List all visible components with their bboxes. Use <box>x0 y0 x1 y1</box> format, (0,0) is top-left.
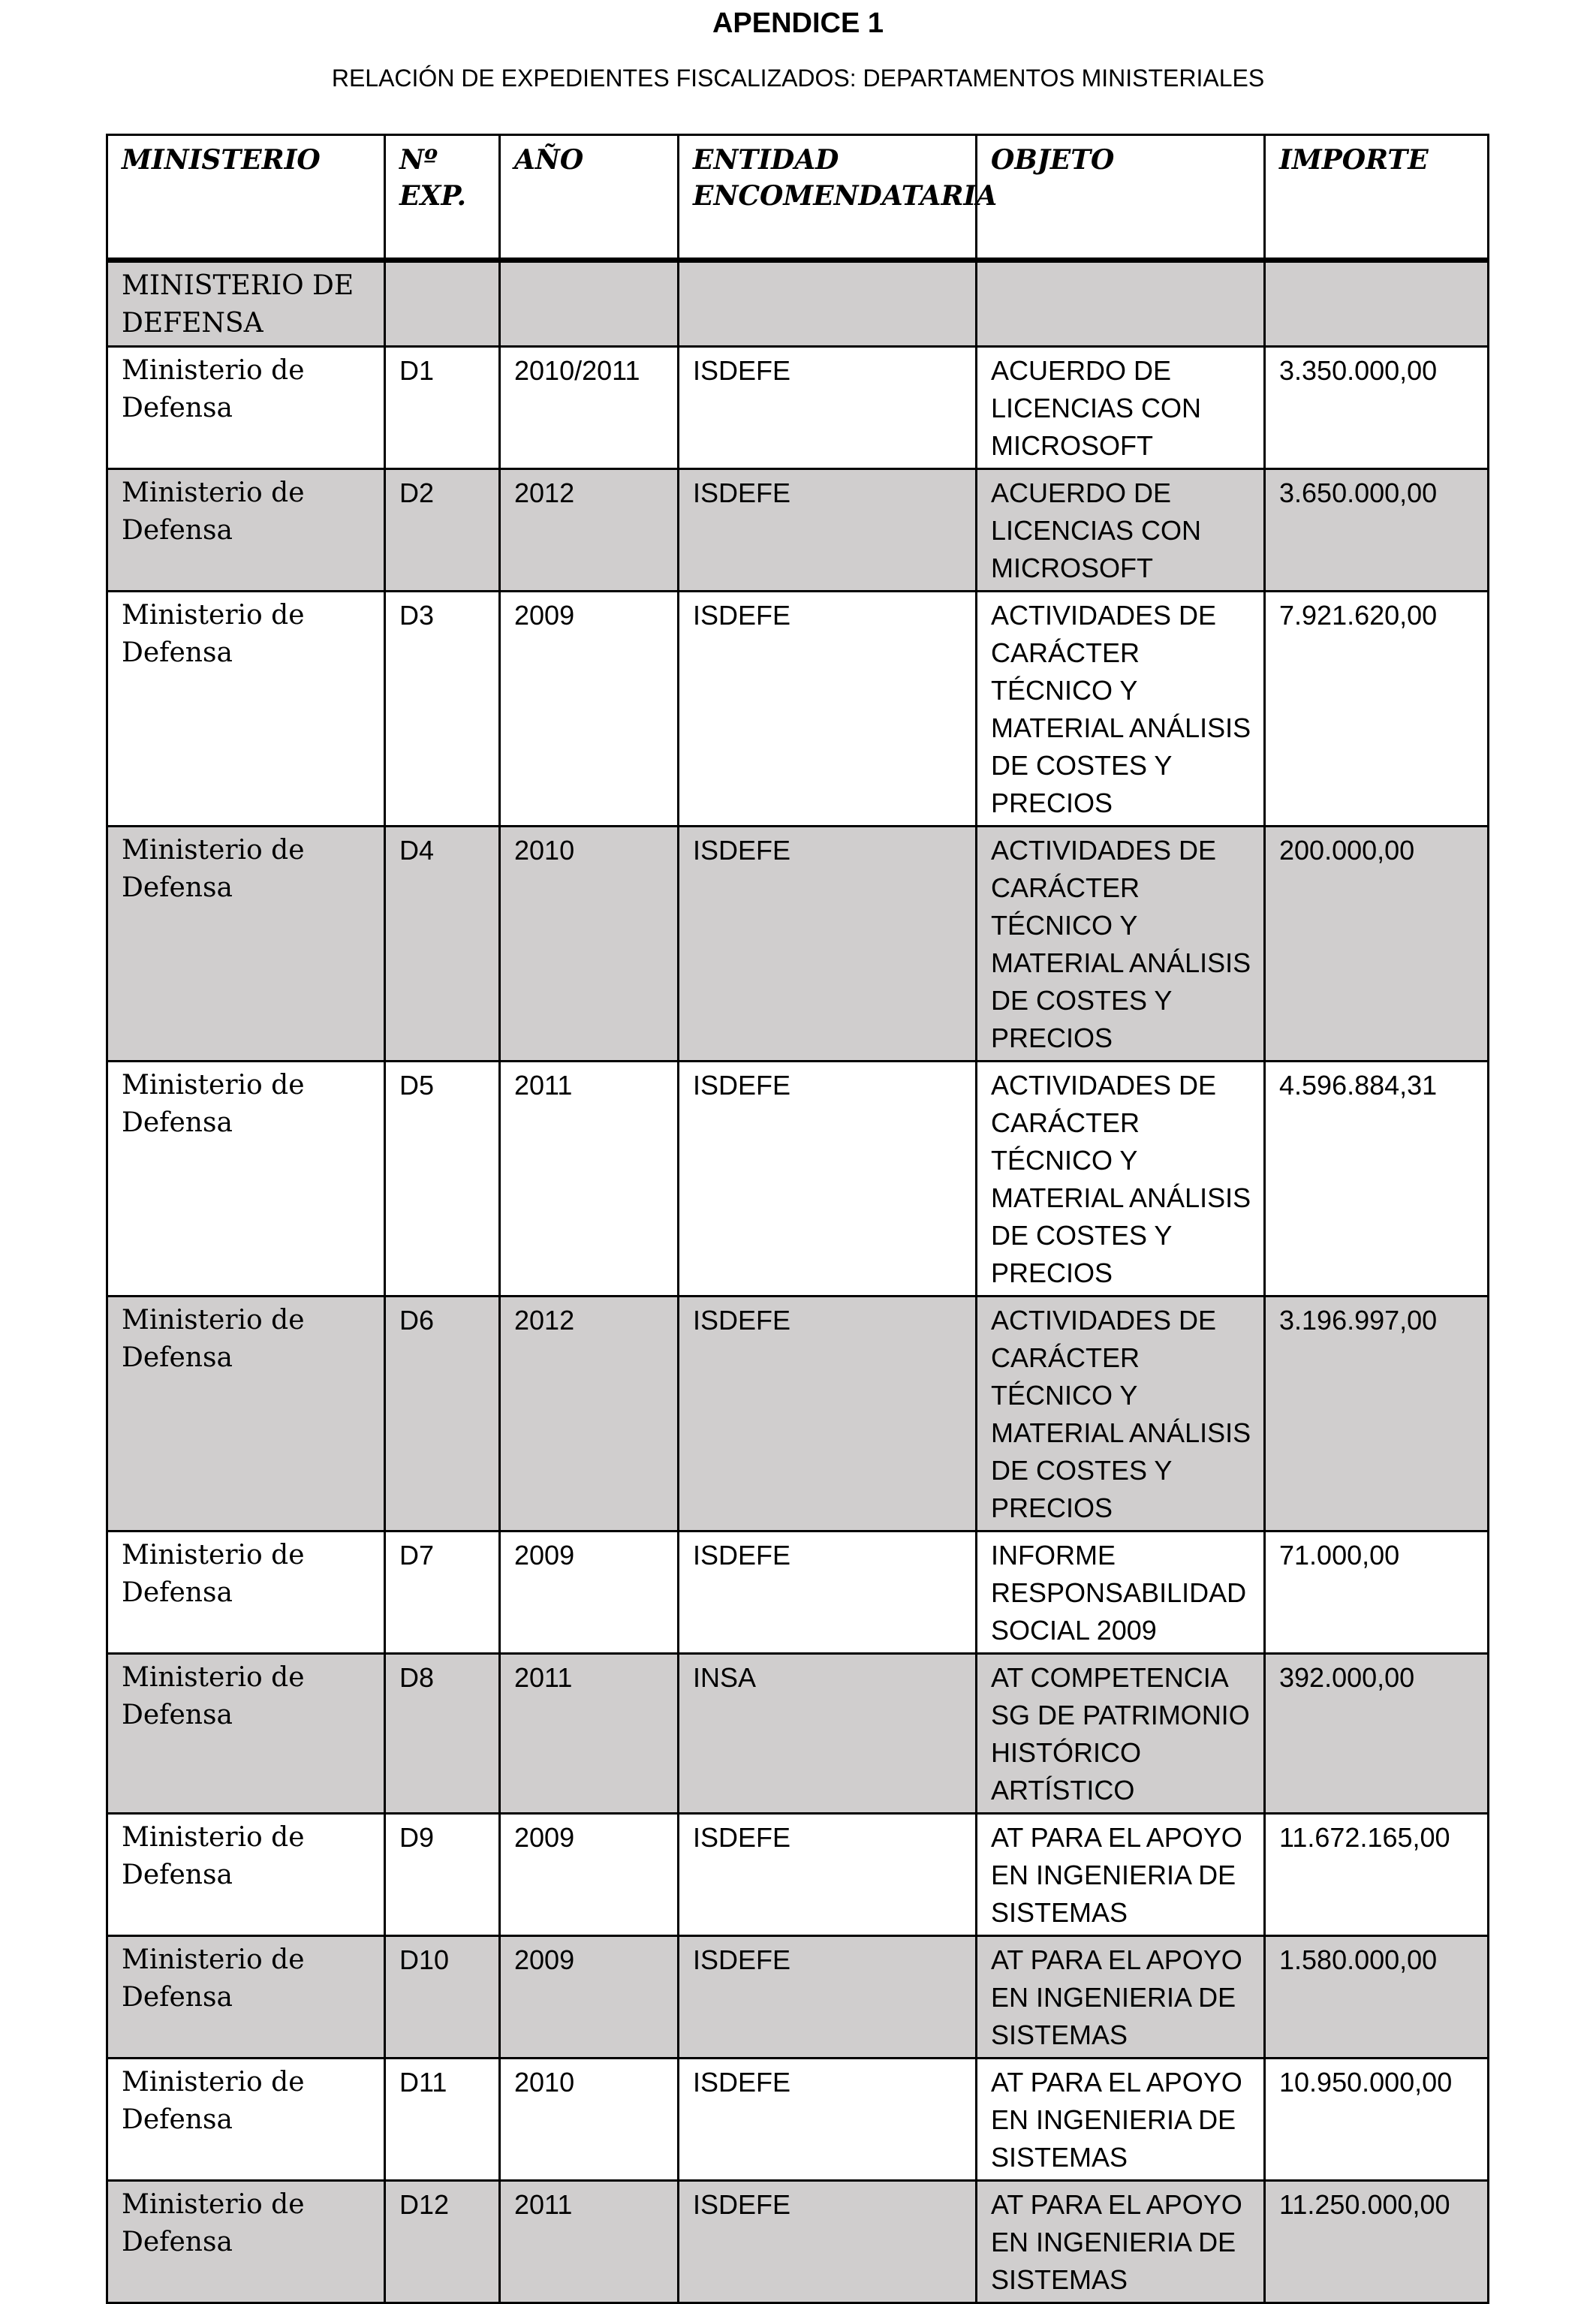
cell-objeto: AT COMPETENCIA SG DE PATRIMONIO HISTÓRICO ARTÍSTICO <box>977 1654 1265 1814</box>
cell-year: 2011 <box>500 1062 679 1297</box>
header-exp: Nº EXP. <box>385 135 500 261</box>
table-row <box>107 1297 1489 1531</box>
cell-exp: D1 <box>385 347 500 469</box>
cell-exp: D12 <box>385 2181 500 2303</box>
cell-objeto: AT PARA EL APOYO EN INGENIERIA DE SISTEMAS <box>977 2059 1265 2181</box>
header-objeto: OBJETO <box>977 135 1265 261</box>
page-subtitle: RELACIÓN DE EXPEDIENTES FISCALIZADOS: DEPARTAMENTOS MINISTERIALES <box>331 65 1265 92</box>
section-empty-cell <box>679 261 977 347</box>
cell-importe: 71.000,00 <box>1265 1531 1489 1654</box>
cell-exp: D6 <box>385 1297 500 1531</box>
section-label: MINISTERIO DE DEFENSA <box>107 261 385 347</box>
cell-year: 2012 <box>500 1297 679 1531</box>
header-entidad: ENTIDAD ENCOMENDATARIA <box>679 135 977 261</box>
cell-importe: 392.000,00 <box>1265 1654 1489 1814</box>
cell-importe: 1.580.000,00 <box>1265 1936 1489 2059</box>
section-row <box>107 261 1489 347</box>
cell-objeto: ACTIVIDADES DE CARÁCTER TÉCNICO Y MATERIAL ANÁLISIS DE COSTES Y PRECIOS <box>977 827 1265 1062</box>
cell-ministerio: Ministerio de Defensa <box>107 592 385 827</box>
cell-objeto: ACTIVIDADES DE CARÁCTER TÉCNICO Y MATERIAL ANÁLISIS DE COSTES Y PRECIOS <box>977 1297 1265 1531</box>
cell-importe: 3.196.997,00 <box>1265 1297 1489 1531</box>
cell-objeto: AT PARA EL APOYO EN INGENIERIA DE SISTEMAS <box>977 2181 1265 2303</box>
cell-exp: D10 <box>385 1936 500 2059</box>
cell-entidad: INSA <box>679 1654 977 1814</box>
cell-exp: D7 <box>385 1531 500 1654</box>
cell-importe: 11.250.000,00 <box>1265 2181 1489 2303</box>
table-row <box>107 2181 1489 2303</box>
cell-entidad: ISDEFE <box>679 2181 977 2303</box>
cell-importe: 11.672.165,00 <box>1265 1814 1489 1936</box>
section-empty-cell <box>977 261 1265 347</box>
cell-entidad: ISDEFE <box>679 1531 977 1654</box>
cell-importe: 3.650.000,00 <box>1265 469 1489 592</box>
cell-entidad: ISDEFE <box>679 1062 977 1297</box>
cell-year: 2010 <box>500 2059 679 2181</box>
cell-year: 2009 <box>500 1814 679 1936</box>
cell-exp: D11 <box>385 2059 500 2181</box>
cell-year: 2012 <box>500 469 679 592</box>
cell-entidad: ISDEFE <box>679 1936 977 2059</box>
cell-ministerio: Ministerio de Defensa <box>107 469 385 592</box>
cell-entidad: ISDEFE <box>679 1814 977 1936</box>
cell-ministerio: Ministerio de Defensa <box>107 2181 385 2303</box>
table-row <box>107 1531 1489 1654</box>
cell-exp: D3 <box>385 592 500 827</box>
table-row <box>107 1062 1489 1297</box>
header-year: AÑO <box>500 135 679 261</box>
cell-year: 2011 <box>500 2181 679 2303</box>
cell-ministerio: Ministerio de Defensa <box>107 1654 385 1814</box>
cell-exp: D4 <box>385 827 500 1062</box>
cell-exp: D8 <box>385 1654 500 1814</box>
cell-objeto: ACTIVIDADES DE CARÁCTER TÉCNICO Y MATERIAL ANÁLISIS DE COSTES Y PRECIOS <box>977 1062 1265 1297</box>
cell-year: 2010/2011 <box>500 347 679 469</box>
table-row <box>107 1814 1489 1936</box>
cell-exp: D9 <box>385 1814 500 1936</box>
cell-ministerio: Ministerio de Defensa <box>107 1531 385 1654</box>
cell-objeto: AT PARA EL APOYO EN INGENIERIA DE SISTEMAS <box>977 1814 1265 1936</box>
records-table <box>106 134 1489 2304</box>
header-row <box>107 135 1489 261</box>
cell-entidad: ISDEFE <box>679 469 977 592</box>
cell-importe: 10.950.000,00 <box>1265 2059 1489 2181</box>
cell-objeto: ACTIVIDADES DE CARÁCTER TÉCNICO Y MATERIAL ANÁLISIS DE COSTES Y PRECIOS <box>977 592 1265 827</box>
cell-year: 2009 <box>500 592 679 827</box>
cell-ministerio: Ministerio de Defensa <box>107 347 385 469</box>
cell-entidad: ISDEFE <box>679 827 977 1062</box>
table-row <box>107 2059 1489 2181</box>
cell-ministerio: Ministerio de Defensa <box>107 1297 385 1531</box>
cell-year: 2009 <box>500 1936 679 2059</box>
section-empty-cell <box>385 261 500 347</box>
cell-year: 2009 <box>500 1531 679 1654</box>
header-ministerio: MINISTERIO <box>107 135 385 261</box>
cell-objeto: INFORME RESPONSABILIDAD SOCIAL 2009 <box>977 1531 1265 1654</box>
cell-year: 2010 <box>500 827 679 1062</box>
table-row <box>107 592 1489 827</box>
section-empty-cell <box>500 261 679 347</box>
cell-ministerio: Ministerio de Defensa <box>107 1062 385 1297</box>
cell-objeto: ACUERDO DE LICENCIAS CON MICROSOFT <box>977 347 1265 469</box>
table-row <box>107 347 1489 469</box>
page-title: APENDICE 1 <box>712 8 884 39</box>
cell-entidad: ISDEFE <box>679 1297 977 1531</box>
cell-ministerio: Ministerio de Defensa <box>107 2059 385 2181</box>
cell-importe: 200.000,00 <box>1265 827 1489 1062</box>
section-empty-cell <box>1265 261 1489 347</box>
table-row <box>107 469 1489 592</box>
cell-objeto: ACUERDO DE LICENCIAS CON MICROSOFT <box>977 469 1265 592</box>
cell-ministerio: Ministerio de Defensa <box>107 1814 385 1936</box>
cell-entidad: ISDEFE <box>679 2059 977 2181</box>
cell-importe: 3.350.000,00 <box>1265 347 1489 469</box>
table-row <box>107 1936 1489 2059</box>
table-row <box>107 1654 1489 1814</box>
cell-ministerio: Ministerio de Defensa <box>107 827 385 1062</box>
cell-entidad: ISDEFE <box>679 347 977 469</box>
cell-exp: D5 <box>385 1062 500 1297</box>
cell-importe: 7.921.620,00 <box>1265 592 1489 827</box>
cell-importe: 4.596.884,31 <box>1265 1062 1489 1297</box>
cell-entidad: ISDEFE <box>679 592 977 827</box>
cell-exp: D2 <box>385 469 500 592</box>
cell-objeto: AT PARA EL APOYO EN INGENIERIA DE SISTEMAS <box>977 1936 1265 2059</box>
cell-year: 2011 <box>500 1654 679 1814</box>
header-importe: IMPORTE <box>1265 135 1489 261</box>
cell-ministerio: Ministerio de Defensa <box>107 1936 385 2059</box>
table-row <box>107 827 1489 1062</box>
